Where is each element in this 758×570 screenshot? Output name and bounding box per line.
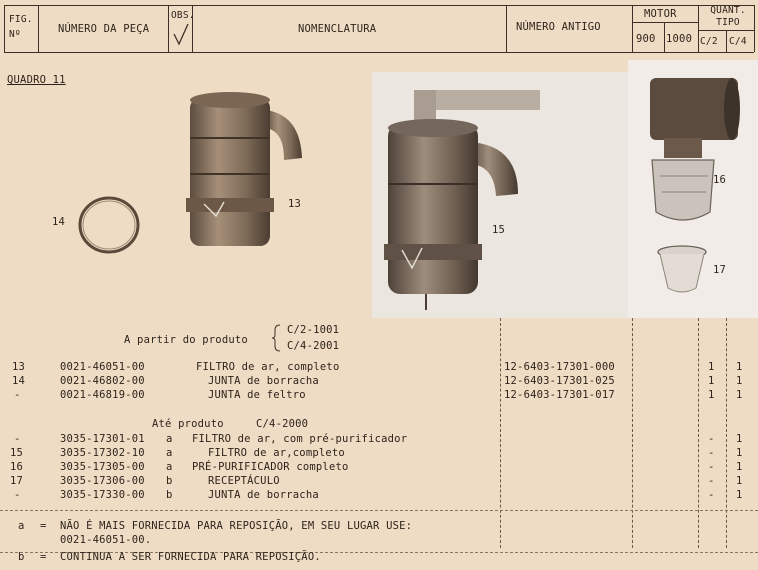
quantity-c2: 1	[708, 375, 715, 387]
quantity-c4: 1	[736, 461, 743, 473]
callout-15: 15	[492, 224, 506, 236]
part-number: 0021-46802-00	[60, 375, 145, 387]
obs-code: b	[166, 489, 173, 501]
quantity-c2: -	[708, 461, 715, 473]
callout-16: 16	[713, 174, 727, 186]
header-c4: C/4	[729, 36, 747, 47]
part-name: FILTRO de ar,completo	[208, 447, 345, 459]
quantity-c4: 1	[736, 475, 743, 487]
quantity-c2: -	[708, 433, 715, 445]
quantity-c4: 1	[736, 447, 743, 459]
column-divider-engine	[632, 318, 633, 548]
fig-number: -	[14, 433, 21, 445]
part-name: JUNTA de feltro	[208, 389, 306, 401]
section-title: QUADRO 11	[7, 74, 66, 86]
old-number: 12-6403-17301-017	[504, 389, 615, 401]
quantity-c2: 1	[708, 361, 715, 373]
part-number: 3035-17302-10	[60, 447, 145, 459]
column-divider-c4	[726, 318, 727, 548]
obs-code: a	[166, 447, 173, 459]
part-number: 3035-17301-01	[60, 433, 145, 445]
callout-17: 17	[713, 264, 727, 276]
old-number: 12-6403-17301-000	[504, 361, 615, 373]
header-c2: C/2	[700, 36, 718, 47]
fig-number: 14	[12, 375, 26, 387]
note-a-line1: NÃO É MAIS FORNECIDA PARA REPOSIÇÃO, EM SEU LUGAR USE:	[60, 520, 413, 532]
part-number: 3035-17306-00	[60, 475, 145, 487]
from-product-label: A partir do produto	[124, 334, 248, 346]
air-filter-with-prepurifier-figure	[378, 84, 548, 314]
quantity-c4: 1	[736, 375, 743, 387]
from-product-c4: C/4-2001	[287, 340, 340, 352]
part-number: 0021-46819-00	[60, 389, 145, 401]
fig-number: -	[14, 389, 21, 401]
callout-13: 13	[288, 198, 302, 210]
old-number: 12-6403-17301-025	[504, 375, 615, 387]
header-nomenclature: NOMENCLATURA	[298, 23, 377, 35]
fig-number: 15	[10, 447, 24, 459]
column-divider-quant	[698, 318, 699, 548]
quantity-c2: -	[708, 475, 715, 487]
quantity-c2: 1	[708, 389, 715, 401]
note-a-eq: =	[40, 520, 47, 532]
quantity-c2: -	[708, 447, 715, 459]
note-b-eq: =	[40, 551, 47, 563]
from-product-c2: C/2-1001	[287, 324, 340, 336]
header-engine: MOTOR	[644, 8, 677, 20]
fig-number: 17	[10, 475, 24, 487]
obs-code: a	[166, 433, 173, 445]
until-product-value: C/4-2000	[256, 418, 309, 430]
obs-code: b	[166, 475, 173, 487]
callout-14: 14	[52, 216, 66, 228]
fig-number: -	[14, 489, 21, 501]
column-divider-old-number	[500, 318, 501, 548]
part-name: PRÉ-PURIFICADOR completo	[192, 461, 349, 473]
part-name: JUNTA de borracha	[208, 375, 319, 387]
note-a-key: a	[18, 520, 25, 532]
header-quant-type: QUANT. TIPO	[710, 5, 746, 28]
air-filter-figure	[180, 86, 320, 252]
obs-code: a	[166, 461, 173, 473]
header-fig-no: FIG. Nº	[9, 14, 33, 40]
fig-number: 13	[12, 361, 26, 373]
quantity-c4: 1	[736, 361, 743, 373]
quantity-c2: -	[708, 489, 715, 501]
checkmark-icon	[172, 22, 190, 46]
header-obs: OBS.	[171, 10, 195, 21]
part-name: JUNTA de borracha	[208, 489, 319, 501]
part-name: RECEPTÁCULO	[208, 475, 280, 487]
quantity-c4: 1	[736, 433, 743, 445]
part-name: FILTRO de ar, com pré-purificador	[192, 433, 408, 445]
note-a-line2: 0021-46051-00.	[60, 534, 152, 546]
note-b-line1: CONTINUA A SER FORNECIDA PARA REPOSIÇÃO.	[60, 551, 321, 563]
part-number: 3035-17305-00	[60, 461, 145, 473]
until-product-label: Até produto	[152, 418, 224, 430]
header-part-number: NÚMERO DA PEÇA	[58, 23, 150, 35]
part-number: 0021-46051-00	[60, 361, 145, 373]
part-number: 3035-17330-00	[60, 489, 145, 501]
header-engine-1000: 1000	[666, 33, 693, 45]
receptacle-figure	[654, 244, 710, 296]
quantity-c4: 1	[736, 489, 743, 501]
notes-separator	[0, 510, 758, 511]
brace-icon	[272, 324, 282, 352]
fig-number: 16	[10, 461, 24, 473]
note-b-key: b	[18, 551, 25, 563]
prepurifier-figure	[630, 72, 746, 232]
gasket-ring-figure	[76, 194, 142, 256]
header-engine-900: 900	[636, 33, 656, 45]
header-old-number: NÚMERO ANTIGO	[516, 21, 601, 33]
part-name: FILTRO de ar, completo	[196, 361, 340, 373]
quantity-c4: 1	[736, 389, 743, 401]
